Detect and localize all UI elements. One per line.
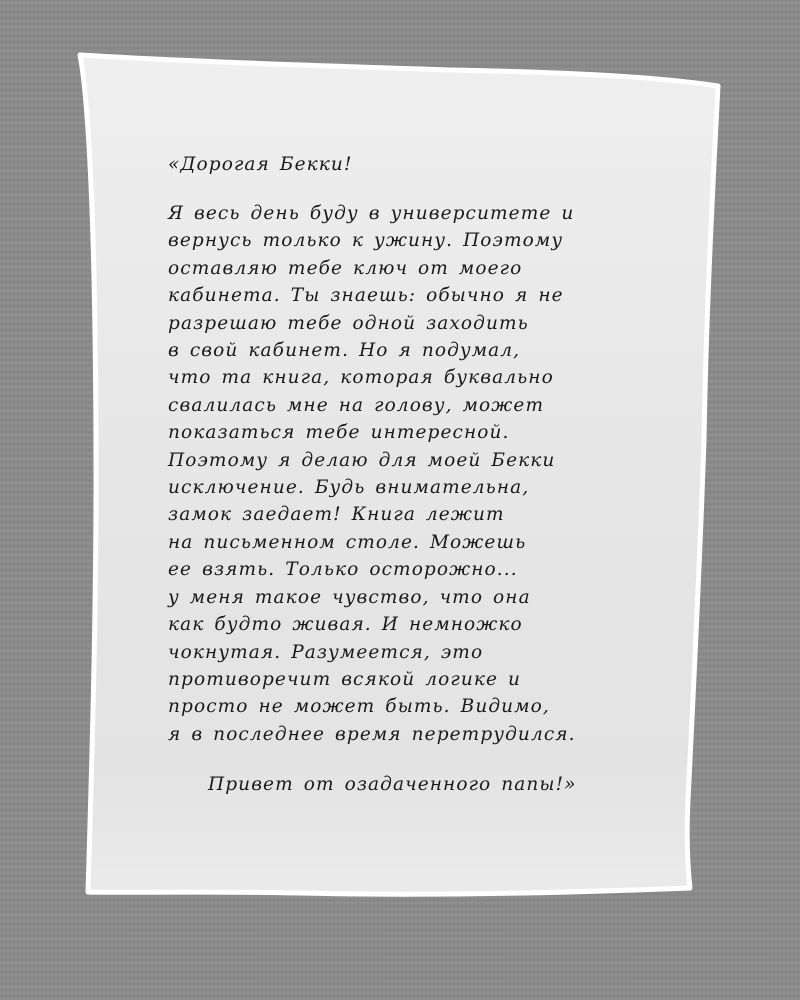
letter-line: Я весь день буду в университете и bbox=[168, 203, 575, 224]
letter-line: просто не может быть. Видимо, bbox=[168, 696, 550, 718]
letter-text bbox=[168, 150, 648, 800]
letter-line: свалилась мне на голову, может bbox=[168, 394, 545, 416]
letter-greeting: «Дорогая Бекки! bbox=[168, 154, 353, 175]
letter-line: я в последнее время перетрудился. bbox=[168, 723, 576, 745]
letter-line: Поэтому я делаю для моей Бекки bbox=[168, 449, 556, 471]
letter-line: как будто живая. И немножко bbox=[168, 614, 523, 636]
letter-line: на письменном столе. Можешь bbox=[168, 531, 527, 553]
letter-line: исключение. Будь внимательна, bbox=[168, 477, 530, 499]
letter-line: у меня такое чувство, что она bbox=[168, 586, 531, 608]
letter-line: замок заедает! Книга лежит bbox=[168, 504, 505, 526]
letter-line: кабинета. Ты знаешь: обычно я не bbox=[168, 285, 564, 307]
letter-line: ее взять. Только осторожно... bbox=[168, 559, 518, 581]
letter-line: в свой кабинет. Но я подумал, bbox=[168, 340, 521, 362]
letter-line: что та книга, которая буквально bbox=[168, 367, 554, 389]
letter-line: показаться тебе интересной. bbox=[168, 422, 510, 444]
letter-line: разрешаю тебе одной заходить bbox=[168, 312, 529, 334]
letter-line: вернусь только к ужину. Поэтому bbox=[168, 230, 564, 252]
letter-line: чокнутая. Разумеется, это bbox=[168, 641, 484, 663]
letter-line: оставляю тебе ключ от моего bbox=[168, 257, 523, 279]
letter-signature: Привет от озадаченного папы!» bbox=[208, 774, 577, 796]
letter-line: противоречит всякой логике и bbox=[168, 668, 522, 690]
